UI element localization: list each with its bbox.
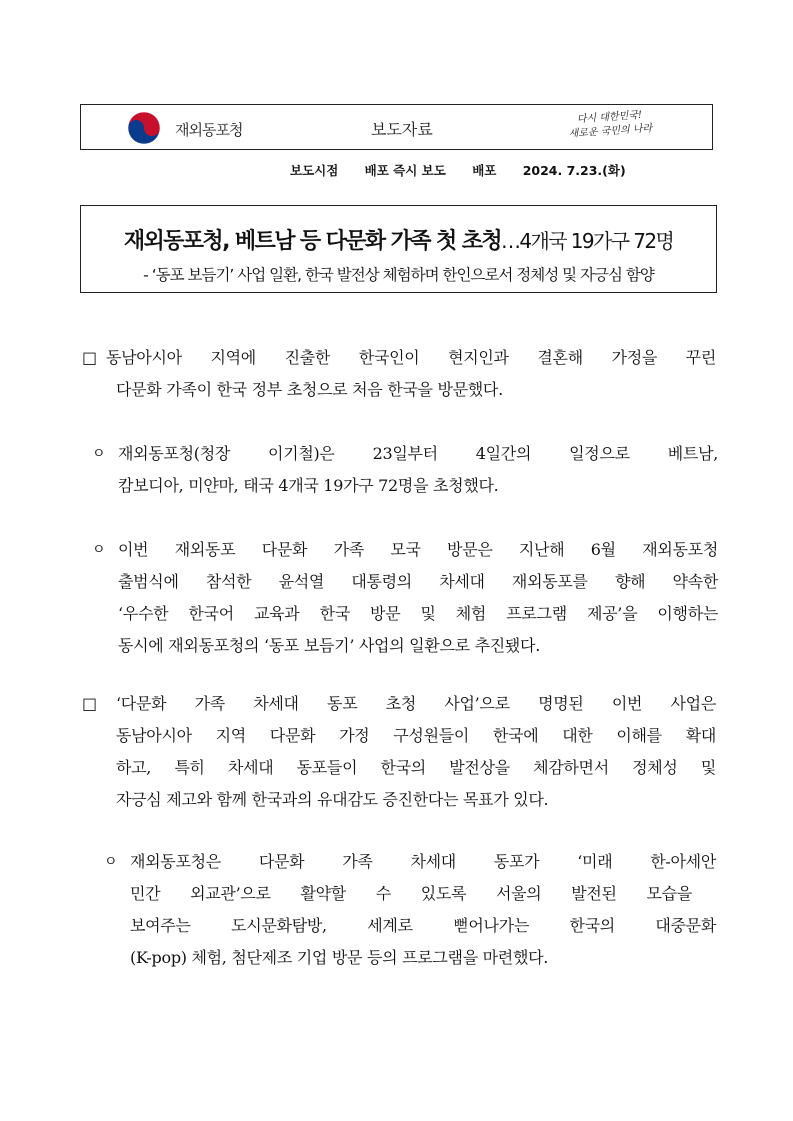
headline-suffix: …4개국 19가구 72명	[501, 229, 674, 253]
paragraph-line: 민간 외교관’으로 활약할 수 있도록 서울의 발전된 모습을	[130, 884, 692, 903]
document-type: 보도자료	[371, 120, 433, 139]
paragraph-line: 이번 재외동포 다문화 가족 모국 방문은 지난해 6월 재외동포청	[118, 540, 718, 559]
government-emblem-icon	[127, 111, 161, 145]
paragraph-line: 재외동포청(청장 이기철)은 23일부터 4일간의 일정으로 베트남,	[118, 444, 718, 463]
circle-bullet: ㅇ	[92, 542, 106, 558]
paragraph-line: ‘다문화 가족 차세대 동포 초청 사업’으로 명명된 이번 사업은	[116, 694, 716, 713]
paragraph-2	[92, 438, 718, 502]
headline-box	[80, 205, 717, 293]
release-date: 2024. 7.23.(화)	[522, 163, 626, 178]
paragraph-line: 다문화 가족이 한국 정부 초청으로 처음 한국을 방문했다.	[116, 380, 503, 399]
paragraph-line: 캄보디아, 미얀마, 태국 4개국 19가구 72명을 초청했다.	[118, 476, 499, 495]
release-time-label: 보도시점	[290, 163, 339, 178]
paragraph-4	[82, 688, 716, 816]
paragraph-line: 보여주는 도시문화탐방, 세계로 뻗어나가는 한국의 대중문화	[130, 916, 716, 935]
release-timing: 배포 즉시 보도	[364, 163, 446, 178]
paragraph-line: ‘우수한 한국어 교육과 한국 방문 및 체험 프로그램 제공’을 이행하는	[118, 604, 718, 623]
paragraph-line: 하고, 특히 차세대 동포들이 한국의 발전상을 체감하면서 정체성 및	[116, 758, 716, 777]
press-header	[80, 104, 713, 150]
paragraph-3	[92, 534, 718, 662]
paragraph-line: 출범식에 참석한 윤석열 대통령의 차세대 재외동포를 향해 약속한	[118, 572, 718, 591]
paragraph-line: 동남아시아 지역에 진출한 한국인이 현지인과 결혼해 가정을 꾸린	[106, 348, 716, 367]
headline-main: 재외동포청, 베트남 등 다문화 가족 첫 초청	[123, 229, 502, 254]
square-bullet: □	[82, 348, 97, 367]
circle-bullet: ㅇ	[104, 854, 118, 870]
slogan	[549, 107, 671, 143]
distribution-label: 배포	[472, 163, 497, 178]
paragraph-line: (K-pop) 체험, 첨단제조 기업 방문 등의 프로그램을 마련했다.	[130, 948, 549, 967]
slogan-line-2: 새로운 국민의 나라	[568, 123, 653, 140]
square-bullet: □	[82, 694, 97, 713]
paragraph-line: 재외동포청은 다문화 가족 차세대 동포가 ‘미래 한-아세안	[130, 852, 716, 871]
release-info	[290, 161, 648, 179]
circle-bullet: ㅇ	[92, 446, 106, 462]
agency-name: 재외동포청	[175, 121, 243, 139]
paragraph-line: 동남아시아 지역 다문화 가정 구성원들이 한국에 대한 이해를 확대	[116, 726, 716, 745]
paragraph-1	[82, 342, 716, 406]
subheadline: - ‘동포 보듬기’ 사업 일환, 한국 발전상 체험하며 한인으로서 정체성 및 자긍심 함양	[143, 266, 654, 284]
paragraph-5	[104, 846, 716, 974]
headline	[81, 224, 716, 255]
paragraph-line: 동시에 재외동포청의 ‘동포 보듬기’ 사업의 일환으로 추진됐다.	[118, 636, 540, 655]
paragraph-line: 자긍심 제고와 함께 한국과의 유대감도 증진한다는 목표가 있다.	[116, 790, 549, 809]
slogan-line-1: 다시 대한민국!	[576, 109, 643, 126]
